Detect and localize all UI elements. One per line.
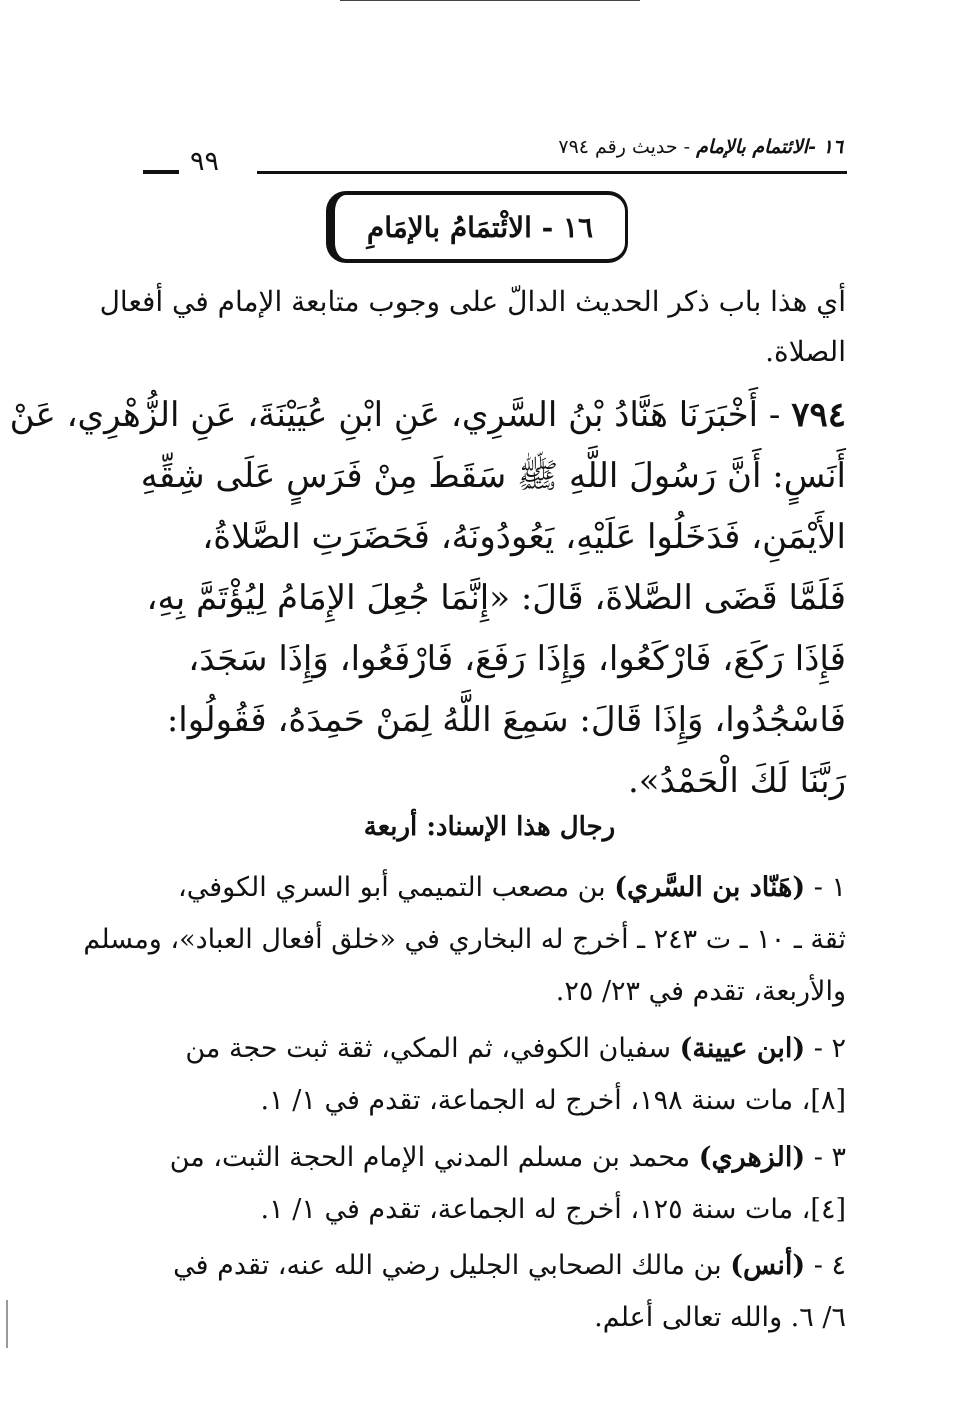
- narrator-name: (الزهري): [698, 1142, 806, 1173]
- narrator-prefix: ١ -: [805, 872, 846, 903]
- hadith-line: رَبَّنَا لَكَ الْحَمْدُ».: [628, 761, 846, 801]
- intro-line: أي هذا باب ذكر الحديث الدالّ على وجوب متابعة الإمام في أفعال: [99, 285, 846, 318]
- intro-line: الصلاة.: [765, 335, 846, 368]
- chapter-title: ١٦ - الائْتمَامُ بالإمَامِ: [366, 210, 594, 244]
- narrator-entry: [136, 1132, 846, 1236]
- running-header-hadith: - حديث رقم ٧٩٤: [558, 136, 697, 158]
- narrator-line: [136, 1240, 846, 1292]
- narrator-name: (أنس): [730, 1250, 806, 1281]
- hadith-line: فَاسْجُدُوا، وَإِذَا قَالَ: سَمِعَ اللَّهُ لِمَنْ حَمِدَهُ، فَقُولُوا:: [166, 700, 846, 740]
- narrator-line: ٦/ ٦. والله تعالى أعلم.: [594, 1302, 846, 1333]
- running-header: [558, 136, 843, 158]
- scan-margin-mark: [6, 1300, 8, 1348]
- narrator-prefix: ٣ -: [805, 1142, 846, 1173]
- chapter-title-frame: [326, 191, 628, 263]
- narrator-entry: [83, 862, 846, 1018]
- top-rule: [340, 0, 640, 1]
- narrator-text: سفيان الكوفي، ثم المكي، ثقة ثبت حجة من: [185, 1033, 680, 1064]
- narrator-text: بن مصعب التميمي أبو السري الكوفي،: [178, 872, 615, 903]
- narrator-prefix: ٢ -: [805, 1033, 846, 1064]
- narrator-line: [٤]، مات سنة ١٢٥، أخرج له الجماعة، تقدم في ١/ ١.: [260, 1194, 846, 1225]
- running-header-chapter: ١٦ -الائتمام بالإمام: [696, 136, 843, 158]
- narrator-prefix: ٤ -: [805, 1250, 846, 1281]
- narrator-line: [136, 1023, 846, 1075]
- section-heading: رجال هذا الإسناد: أربعة: [363, 812, 616, 842]
- page-number: ٩٩: [190, 146, 220, 177]
- page-number-dash: [143, 170, 179, 174]
- hadith-line: فَلَمَّا قَضَى الصَّلاةَ، قَالَ: «إِنَّمَا جُعِلَ الإِمَامُ لِيُؤْتَمَّ بِهِ،: [146, 578, 846, 618]
- hadith-text: [9, 385, 846, 812]
- hadith-line-text: - أَخْبَرَنَا هَنَّادُ بْنُ السَّرِي، عَنِ ابْنِ عُيَيْنَةَ، عَنِ الزُّهْرِي، عَنْ: [9, 395, 792, 435]
- narrator-line: [٨]، مات سنة ١٩٨، أخرج له الجماعة، تقدم في ١/ ١.: [260, 1085, 846, 1116]
- header-rule: [257, 171, 847, 174]
- hadith-line: الأَيْمَنِ، فَدَخَلُوا عَلَيْهِ، يَعُودُونَهُ، فَحَضَرَتِ الصَّلاةُ،: [202, 517, 846, 557]
- narrator-name: (ابن عيينة): [679, 1033, 806, 1064]
- hadith-line: أَنَسٍ: أَنَّ رَسُولَ اللَّهِ ﷺ سَقَطَ مِنْ فَرَسٍ عَلَى شِقِّهِ: [140, 456, 846, 496]
- narrator-line: ثقة ـ ١٠ ـ ت ٢٤٣ ـ أخرج له البخاري في «خلق أفعال العباد»، ومسلم: [83, 924, 846, 955]
- hadith-number: ٧٩٤: [791, 395, 846, 435]
- narrator-name: (هَنّاد بن السَّري): [614, 872, 806, 903]
- narrator-text: بن مالك الصحابي الجليل رضي الله عنه، تقدم في: [173, 1250, 731, 1281]
- intro-paragraph: [99, 277, 846, 377]
- hadith-line: فَإِذَا رَكَعَ، فَارْكَعُوا، وَإِذَا رَفَعَ، فَارْفَعُوا، وَإِذَا سَجَدَ،: [188, 639, 846, 679]
- narrator-line: [136, 1132, 846, 1184]
- narrator-line: والأربعة، تقدم في ٢٣/ ٢٥.: [555, 976, 846, 1007]
- narrator-entry: [136, 1240, 846, 1344]
- narrator-line: [136, 862, 846, 914]
- hadith-line: [9, 385, 846, 446]
- narrator-entry: [136, 1023, 846, 1127]
- narrator-text: محمد بن مسلم المدني الإمام الحجة الثبت، من: [169, 1142, 699, 1173]
